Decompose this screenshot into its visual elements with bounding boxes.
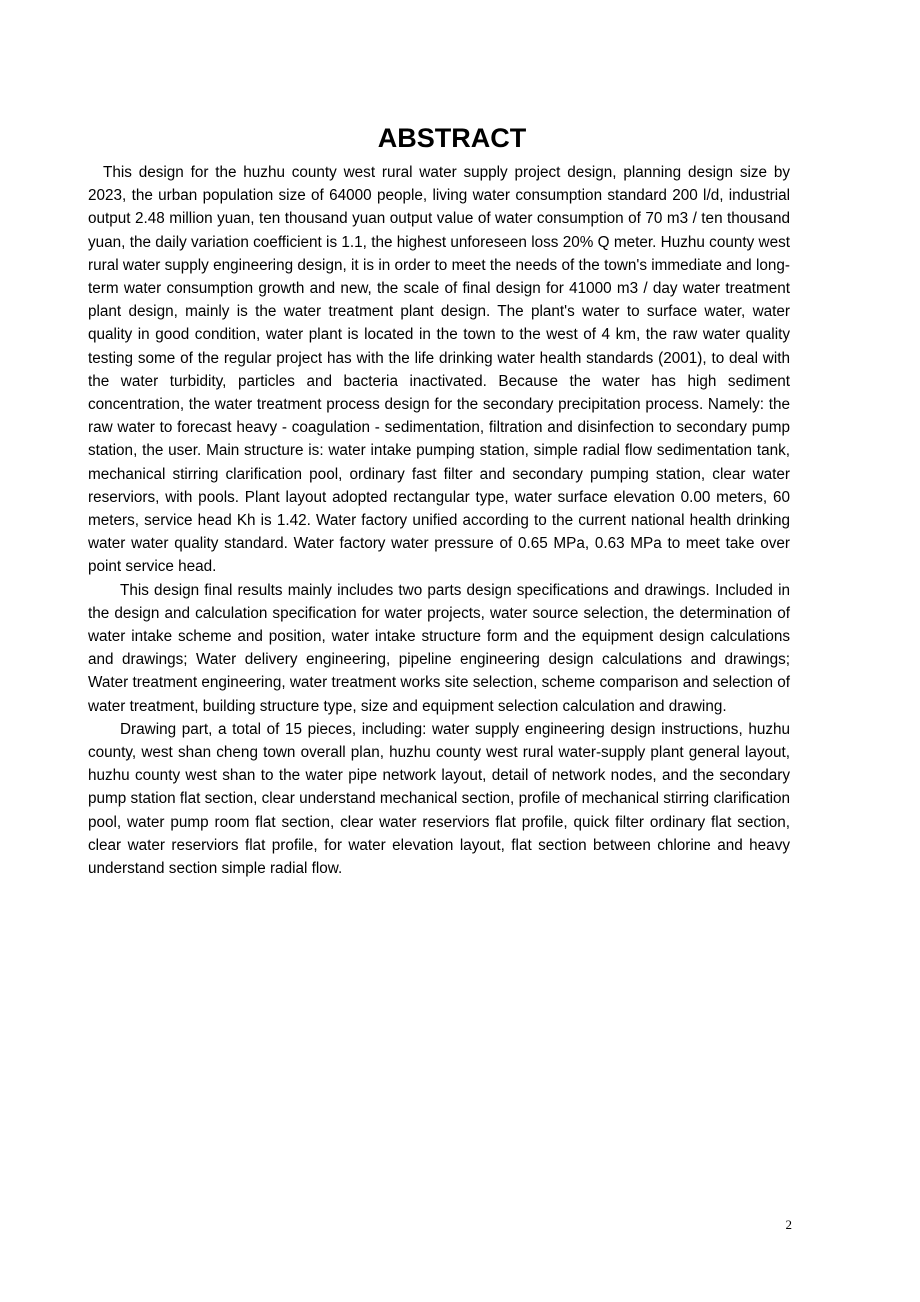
abstract-paragraph-2: This design final results mainly includes two parts design specifications and drawings. Included in the design and calculation specification for water projects, water source selection, the determination of water intake scheme and position, water intake structure form and the equipment design calculations and drawings; Water delivery engineering, pipeline engineering design calculations and drawings; Water treatment engineering, water treatment works site selection, scheme comparison and selection of water treatment, building structure type, size and equipment selection calculation and drawing. (88, 581, 790, 715)
abstract-paragraph-3: Drawing part, a total of 15 pieces, including: water supply engineering design instructions, huzhu county, west shan cheng town overall plan, huzhu county west rural water-supply plant general layout, huzhu county west shan to the water pipe network layout, detail of network nodes, and the secondary pump station flat section, clear understand mechanical section, profile of mechanical stirring clarification pool, water pump room flat section, clear water reserviors flat profile, quick filter ordinary flat section, clear water reserviors flat profile, for water elevation layout, flat section between chlorine and heavy understand section simple radial flow. (88, 720, 790, 878)
abstract-body (88, 161, 790, 880)
abstract-title: ABSTRACT (377, 123, 527, 153)
abstract-paragraph-1: This design for the huzhu county west rural water supply project design, planning design size by 2023, the urban population size of 64000 people, living water consumption standard 200 l/d, industrial output 2.48 million yuan, ten thousand yuan output value of water consumption of 70 m3 / ten thousand yuan, the daily variation coefficient is 1.1, the highest unforeseen loss 20% Q meter. Huzhu county west rural water supply engineering design, it is in order to meet the needs of the town's immediate and long-term water consumption growth and new, the scale of final design for 41000 m3 / day water treatment plant design, mainly is the water treatment plant design. The plant's water to surface water, water quality in good condition, water plant is located in the town to the west of 4 km, the raw water quality testing some of the regular project has with the life drinking water health standards (2001), to deal with the water turbidity, particles and bacteria inactivated. Because the water has high sediment concentration, the water treatment process design for the secondary precipitation process. Namely: the raw water to forecast heavy - coagulation - sedimentation, filtration and disinfection to secondary pump station, the user. Main structure is: water intake pumping station, simple radial flow sedimentation tank, mechanical stirring clarification pool, ordinary fast filter and secondary pumping station, clear water reserviors, with pools. Plant layout adopted rectangular type, water surface elevation 0.00 meters, 60 meters, service head Kh is 1.42. Water factory unified according to the current national health drinking water water quality standard. Water factory water pressure of 0.65 MPa, 0.63 MPa to meet take over point service head. (88, 164, 790, 576)
page-number: 2 (785, 1217, 792, 1232)
